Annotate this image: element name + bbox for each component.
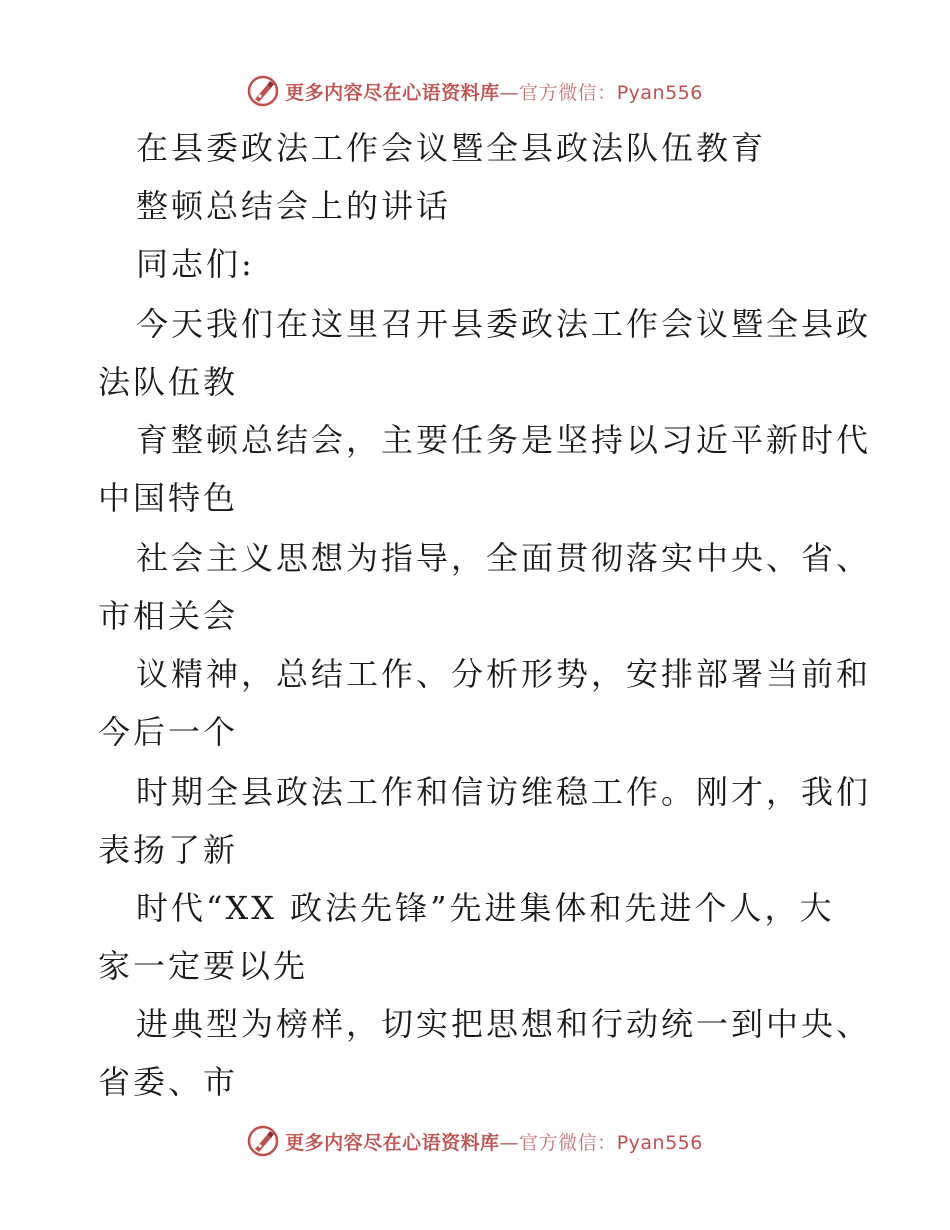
paragraph-line: 社会主义思想为指导，全面贯彻落实中央、省、 (136, 539, 872, 577)
watermark-dash: — (499, 81, 520, 104)
paragraph-line: 时代“XX 政法先锋”先进集体和先进个人，大 (136, 889, 835, 927)
paragraph-line: 议精神，总结工作、分析形势，安排部署当前和 (136, 655, 872, 693)
footer-watermark (0, 1121, 950, 1161)
watermark-text (285, 78, 703, 105)
pen-nib-logo-icon (247, 75, 279, 107)
watermark-official-label: 官方微信： (519, 81, 617, 104)
pen-nib-logo-icon (247, 1125, 279, 1157)
document-title-line-1: 在县委政法工作会议暨全县政法队伍教育 (136, 129, 767, 167)
paragraph-line: 中国特色 (98, 479, 239, 517)
watermark-wechat-id: Pyan556 (616, 1131, 703, 1154)
paragraph-line: 今天我们在这里召开县委政法工作会议暨全县政 (136, 305, 872, 343)
watermark-promo: 更多内容尽在心语资料库 (285, 1131, 500, 1154)
paragraph-line: 省委、市 (98, 1063, 239, 1101)
paragraph-line: 家一定要以先 (98, 947, 309, 985)
paragraph-line: 市相关会 (98, 597, 239, 635)
watermark-text (285, 1128, 703, 1155)
salutation: 同志们: (136, 245, 255, 283)
paragraph-line: 进典型为榜样，切实把思想和行动统一到中央、 (136, 1005, 872, 1043)
header-watermark (0, 71, 950, 111)
paragraph-line: 育整顿总结会，主要任务是坚持以习近平新时代 (136, 421, 872, 459)
watermark-wechat-id: Pyan556 (616, 81, 703, 104)
document-title-line-2: 整顿总结会上的讲话 (136, 187, 452, 225)
watermark-promo: 更多内容尽在心语资料库 (285, 81, 500, 104)
watermark-official-label: 官方微信： (519, 1131, 617, 1154)
paragraph-line: 时期全县政法工作和信访维稳工作。刚才，我们 (136, 773, 872, 811)
paragraph-line: 今后一个 (98, 713, 239, 751)
watermark-dash: — (499, 1131, 520, 1154)
paragraph-line: 表扬了新 (98, 831, 239, 869)
paragraph-line: 法队伍教 (98, 363, 239, 401)
